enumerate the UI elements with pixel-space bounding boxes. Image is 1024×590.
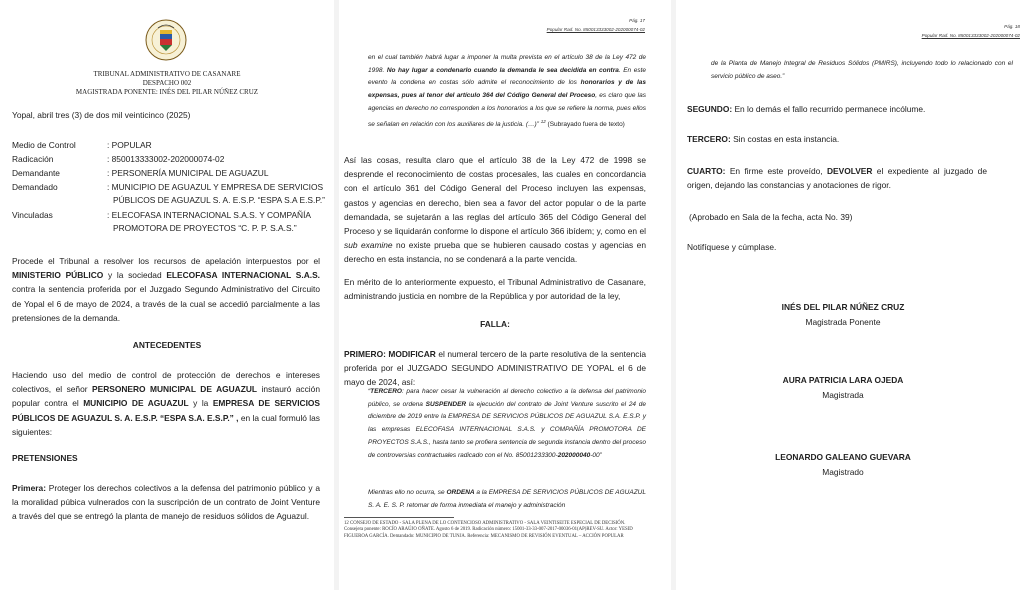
document-page-1: [0, 0, 334, 590]
quote-end: de la Planta de Manejo Integral de Residuos Sólidos (PMIRS), incluyendo todo lo relacionado con el servicio público de aseo.”: [711, 60, 1013, 80]
merit-paragraph: En mérito de lo anteriormente expuesto, el Tribunal Administrativo de Casanare, administrando justicia en nombre de la República y por autoridad de la ley,: [344, 277, 646, 302]
section-heading: ANTECEDENTES: [132, 340, 202, 350]
case-header: Popular Rad. No. 850013333002-202000074-02: [546, 27, 645, 32]
field-label: Demandado: [12, 182, 58, 192]
field-value: : 850013333002-202000074-02: [107, 154, 225, 164]
antecedentes-paragraph: Haciendo uso del medio de control de protección de derechos e intereses colectivos, el señor PERSONERO MUNICIPAL DE AGUAZUL instauró acción popular contra el MUNICIPIO DE AGUAZUL y la EMPRESA DE SERVICIOS PÚBLICOS DE AGUAZUL S. A. E.S.P. “ESPA S.A. E.S.P.” , en la cual formuló las siguientes:: [12, 370, 321, 437]
field-value: : ELECOFASA INTERNACIONAL S.A.S. Y COMPAÑÍA: [107, 210, 312, 220]
footnote-divider: [344, 517, 454, 518]
signature-role: Magistrado: [822, 467, 864, 477]
decision-date: Yopal, abril tres (3) de dos mil veinticinco (2025): [12, 110, 191, 120]
field-label: Vinculadas: [12, 210, 53, 220]
signature-name: LEONARDO GALEANO GUEVARA: [775, 452, 911, 462]
tercero-quote: “TERCERO: para hacer cesar la vulneración al derecho colectivo a la defensa del patrimonio público, se ordena SUSPENDER la ejecución del contrato de Joint Venture suscrito el 24 de diciembre de 2019 entre la EMPRESA DE SERVICIOS PÚBLICOS DE AGUAZUL S.A. E.S.P. y las empresas ELECOFASA INTERNACIONAL S.A.S. y COMPAÑÍA PROMOTORA DE PROYECTOS S.A.S., hasta tanto se profiera sentencia de segunda instancia dentro del proceso de controversias contractuales radicado con el No. 85001233300-202000040-00”: [368, 388, 646, 459]
signature-role: Magistrada: [822, 390, 864, 400]
order-quote: Mientras ello no ocurra, se ORDENA a la EMPRESA DE SERVICIOS PÚBLICOS DE AGUAZUL S. A. E. S. P. retomar de forma inmediata el manejo y administración: [368, 489, 646, 509]
primero-paragraph: PRIMERO: MODIFICAR el numeral tercero de la parte resolutiva de la sentencia proferida por el JUZGADO SEGUNDO ADMINISTRATIVO DE YOPAL el 6 de mayo de 2024, así:: [344, 349, 647, 388]
field-label: Radicación: [12, 154, 54, 164]
approval-note: (Aprobado en Sala de la fecha, acta No. 39): [689, 212, 853, 222]
page-number: Pág. 17: [629, 18, 645, 23]
field-value: : MUNICIPIO DE AGUAZUL Y EMPRESA DE SERVICIOS: [107, 182, 324, 192]
tercero-paragraph: TERCERO: Sin costas en esta instancia.: [687, 134, 840, 144]
colombia-coat-of-arms-icon: [144, 18, 188, 64]
case-header: Popular Rad. No. 850013333002-202000074-02: [921, 33, 1020, 38]
signature-name: INÉS DEL PILAR NÚÑEZ CRUZ: [781, 302, 905, 312]
document-page-3: [676, 0, 1024, 590]
signature-role: Magistrada Ponente: [805, 317, 881, 327]
page-number: Pág. 18: [1004, 24, 1020, 29]
signature-name: AURA PATRICIA LARA OJEDA: [782, 375, 904, 385]
field-value: : POPULAR: [107, 140, 152, 150]
office-name: DESPACHO 002: [142, 79, 192, 87]
segundo-paragraph: SEGUNDO: En lo demás el fallo recurrido permanece incólume.: [687, 104, 926, 114]
field-value: : PERSONERÍA MUNICIPAL DE AGUAZUL: [107, 168, 269, 178]
magistrate-line: MAGISTRADA PONENTE: INÉS DEL PILAR NÚÑEZ CRUZ: [75, 88, 259, 96]
field-value-continued: PÚBLICOS DE AGUAZUL S. A. E.S.P. “ESPA S.A E.S.P.”: [113, 195, 325, 205]
court-name: TRIBUNAL ADMINISTRATIVO DE CASANARE: [93, 70, 241, 78]
costs-paragraph: Así las cosas, resulta claro que el artículo 38 de la Ley 472 de 1998 se desprende el reconocimiento de costas procesales, las cuales en concordancia con el artículo 361 del Código General del Proceso incluyen las expensas, gastos y agencias en derecho, bien sea a favor del actor popular o de la parte demandada, se sujetarán a las reglas del artículo 365 del Código General del Proceso y se liquidarán conforme lo dispone el artículo 366 ibídem; y, como en el sub examine no existe prueba que se hubieren causado costas y agencias en derecho en esta instancia, no se condenará a la parte vencida.: [344, 155, 646, 265]
jurisprudence-quote: en el cual también habrá lugar a imponer la multa prevista en el artículo 38 de la Ley 472 de 1998. No hay lugar a condenarlo cuando la demanda le sea decidida en contra. En este evento la condena en costas sólo admite el reconocimiento de los honorarios y de las expensas, pues al tenor del artículo 364 del Código General del Proceso, es claro que las agencias en derecho no corresponden a los honorarios a los que se refiere la norma, pues ellos se señalan en relación con los auxiliares de la justicia. (…)” $^{12}$ (Subrayado fuera de texto): [368, 54, 646, 128]
intro-paragraph: Procede el Tribunal a resolver los recursos de apelación interpuestos por el MINISTERIO PÚBLICO y la sociedad ELECOFASA INTERNACIONAL S.A.S. contra la sentencia proferida por el Juzgado Segundo Administrativo del Circuito de Yopal el 6 de mayo de 2024, a través de la cual se accedió parcialmente a las pretensiones de la demanda.: [12, 256, 321, 323]
footnote: 12 CONSEJO DE ESTADO - SALA PLENA DE LO CONTENCIOSO ADMINISTRATIVO - SALA VEINTISEITE ESPECIAL DE DECISIÓN. Consejera ponente: ROCÍO ARAÚJO OÑATE. Agosto 6 de 2019. Radicación número: 15001-33-33-007-2017-00036-01(AP)REV-SU. Actor: YESID FIGUEROA GARCÍA. Demandado: MUNICIPIO DE TUNJA. Referencia: MECANISMO DE REVISIÓN EVENTUAL – ACCIÓN POPULAR: [344, 521, 633, 539]
document-page-2: [339, 0, 671, 590]
section-heading: PRETENSIONES: [12, 453, 78, 463]
field-value-continued: PROMOTORA DE PROYECTOS “C. P. P. S.A.S.”: [113, 223, 297, 233]
field-label: Demandante: [12, 168, 60, 178]
falla-heading: FALLA:: [480, 319, 510, 329]
cuarto-paragraph: CUARTO: En firme este proveído, DEVOLVER el expediente al juzgado de origen, dejando las constancias y anotaciones de rigor.: [687, 166, 987, 191]
notify-line: Notifíquese y cúmplase.: [687, 242, 777, 252]
primera-paragraph: Primera: Proteger los derechos colectivos a la defensa del patrimonio público y a la moralidad púbica vulnerados con la suscripción de un contrato de Joint Venture a través del que se entregó la planta de manejo de residuos sólidos de Aguazul.: [12, 483, 320, 522]
field-label: Medio de Control: [12, 140, 76, 150]
